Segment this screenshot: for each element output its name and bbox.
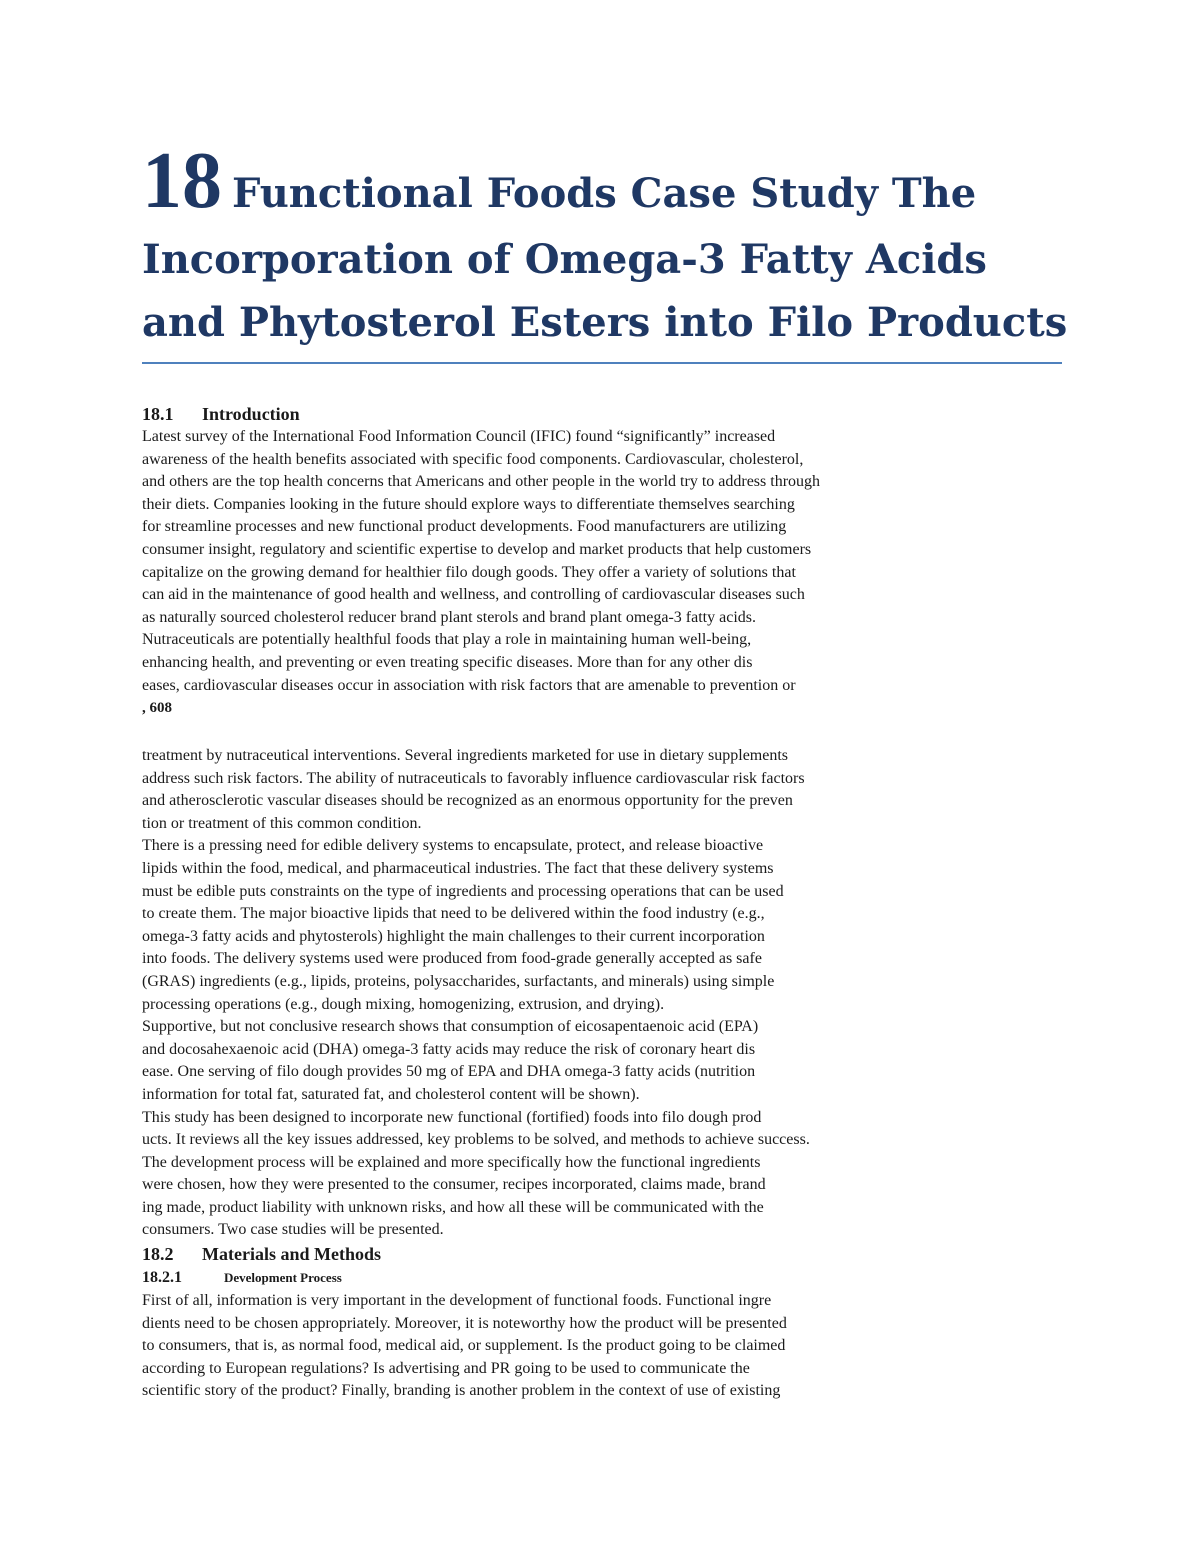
text-line: Supportive, but not conclusive research shows that consumption of eicosapentaenoic acid (EPA) — [142, 1018, 759, 1036]
text-line: ing made, product liability with unknown risks, and how all these will be communicated with the — [142, 1198, 764, 1216]
subsection-heading-development-process — [142, 1266, 810, 1290]
text-line: This study has been designed to incorporate new functional (fortified) foods into filo dough prod — [142, 1108, 762, 1126]
text-line: and atherosclerotic vascular diseases should be recognized as an enormous opportunity for the preven — [142, 792, 793, 810]
text-line: ucts. It reviews all the key issues addressed, key problems to be solved, and methods to achieve success. — [142, 1131, 810, 1149]
text-line: must be edible puts constraints on the type of ingredients and processing operations that can be used — [142, 882, 784, 900]
chapter-number: 18 — [142, 137, 222, 225]
text-line: and docosahexaenoic acid (DHA) omega-3 fatty acids may reduce the risk of coronary heart dis — [142, 1040, 756, 1058]
document-page — [142, 137, 1072, 1400]
text-line: according to European regulations? Is advertising and PR going to be used to communicate the — [142, 1359, 750, 1377]
text-line: awareness of the health benefits associated with specific food components. Cardiovascular, cholesterol, — [142, 450, 804, 468]
text-line: were chosen, how they were presented to the consumer, recipes incorporated, claims made, brand — [142, 1176, 766, 1194]
paragraph-continued — [142, 745, 810, 1242]
text-line: to consumers, that is, as normal food, medical aid, or supplement. Is the product going to be claimed — [142, 1337, 786, 1355]
page-continuation — [142, 745, 810, 1403]
text-line: eases, cardiovascular diseases occur in association with risk factors that are amenable to prevention or — [142, 676, 796, 694]
text-line: consumer insight, regulatory and scientific expertise to develop and market products that help customers — [142, 540, 812, 558]
text-line: dients need to be chosen appropriately. Moreover, it is noteworthy how the product will be presented — [142, 1314, 787, 1332]
text-line: (GRAS) ingredients (e.g., lipids, proteins, polysaccharides, surfactants, and minerals) using simple — [142, 972, 775, 990]
text-line: as naturally sourced cholesterol reducer brand plant sterols and brand plant omega-3 fatty acids. — [142, 608, 756, 626]
text-line: ease. One serving of filo dough provides 50 mg of EPA and DHA omega-3 fatty acids (nutrition — [142, 1063, 756, 1081]
text-line: scientific story of the product? Finally, branding is another problem in the context of use of existing — [142, 1382, 781, 1400]
section-title: Materials and Methods — [202, 1244, 381, 1265]
section-heading-introduction — [142, 402, 820, 426]
chapter-title-text-1: Functional Foods Case Study The — [232, 170, 977, 217]
text-line: to create them. The major bioactive lipids that need to be delivered within the food industry (e.g., — [142, 905, 765, 923]
chapter-title — [142, 137, 1072, 354]
subsection-number: 18.2.1 — [142, 1269, 182, 1287]
text-line: can aid in the maintenance of good health and wellness, and controlling of cardiovascular diseases such — [142, 586, 805, 604]
text-line: and others are the top health concerns that Americans and other people in the world try to address through — [142, 473, 821, 491]
subsection-title: Development Process — [224, 1270, 342, 1286]
text-line: omega-3 fatty acids and phytosterols) highlight the main challenges to their current incorporation — [142, 927, 765, 945]
paragraph-introduction — [142, 426, 820, 697]
text-line: address such risk factors. The ability of nutraceuticals to favorably influence cardiovascular risk factors — [142, 769, 805, 787]
text-line: treatment by nutraceutical interventions. Several ingredients marketed for use in dietary supplements — [142, 747, 789, 764]
text-line: enhancing health, and preventing or even treating specific diseases. More than for any other dis — [142, 653, 753, 671]
chapter-title-line-3: and Phytosterol Esters into Filo Products — [142, 299, 1068, 346]
text-line: into foods. The delivery systems used were produced from food-grade generally accepted as safe — [142, 950, 762, 968]
title-divider — [142, 362, 1062, 364]
section-introduction — [142, 402, 820, 719]
paragraph-development-process — [142, 1290, 810, 1403]
text-line: information for total fat, saturated fat, and cholesterol content will be shown). — [142, 1085, 640, 1103]
section-number: 18.2 — [142, 1244, 174, 1265]
section-heading-materials-methods — [142, 1242, 810, 1266]
page-number: , 608 — [142, 700, 172, 717]
section-number: 18.1 — [142, 404, 174, 424]
text-line: tion or treatment of this common condition. — [142, 814, 422, 832]
text-line: capitalize on the growing demand for healthier filo dough goods. They offer a variety of solutions that — [142, 563, 796, 581]
text-line: Latest survey of the International Food Information Council (IFIC) found “significantly” increased — [142, 428, 776, 445]
chapter-title-line-1 — [142, 137, 1072, 228]
text-line: Nutraceuticals are potentially healthful foods that play a role in maintaining human well-being, — [142, 631, 752, 649]
section-title: Introduction — [202, 404, 300, 424]
text-line: The development process will be explained and more specifically how the functional ingredients — [142, 1153, 761, 1171]
text-line: consumers. Two case studies will be presented. — [142, 1221, 444, 1239]
text-line: for streamline processes and new functional product developments. Food manufacturers are utilizing — [142, 518, 787, 536]
chapter-title-line-2: Incorporation of Omega-3 Fatty Acids — [142, 236, 987, 283]
text-line: processing operations (e.g., dough mixing, homogenizing, extrusion, and drying). — [142, 995, 665, 1013]
text-line: There is a pressing need for edible delivery systems to encapsulate, protect, and release bioactive — [142, 837, 764, 855]
text-line: their diets. Companies looking in the future should explore ways to differentiate themselves searching — [142, 495, 795, 513]
text-line: lipids within the food, medical, and pharmaceutical industries. The fact that these delivery systems — [142, 859, 774, 877]
text-line: First of all, information is very important in the development of functional foods. Functional ingre — [142, 1292, 772, 1310]
